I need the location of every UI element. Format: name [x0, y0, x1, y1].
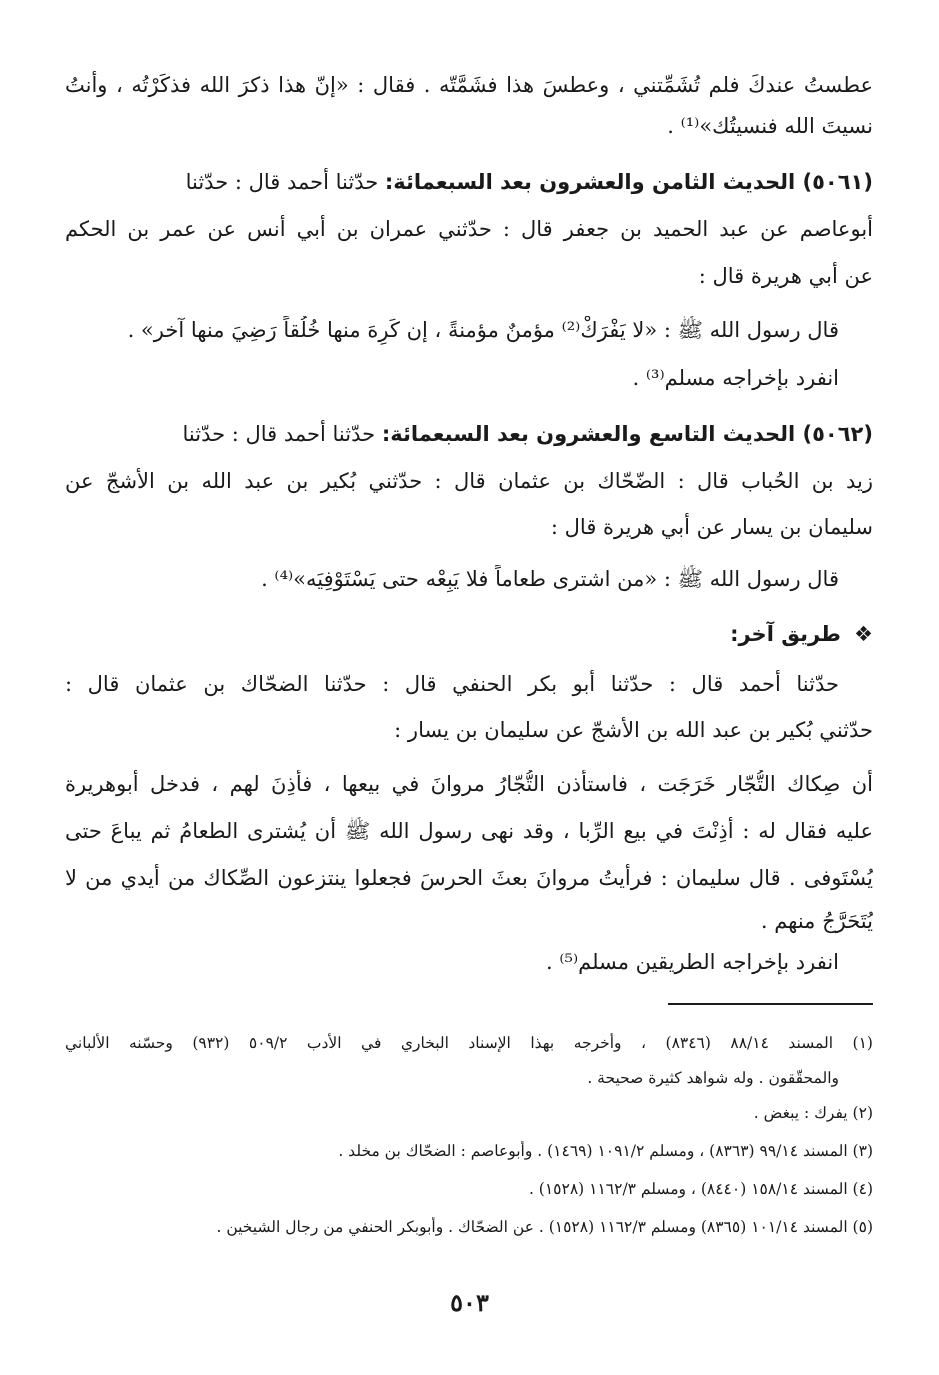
another-path-title-text: طريق آخر: [730, 622, 841, 646]
footnote-2: (٢) يفرك : يبغض . [753, 1104, 873, 1122]
story-line: يُسْتَوفى . قال سليمان : فرأيتُ مروانَ بعثَ الحرسَ فجعلوا ينتزعون الصِّكاك من أيدي من لا [65, 866, 873, 890]
another-path-chain-end: حدّثني بُكير بن عبد الله بن الأشجّ عن سليمان بن يسار : [394, 718, 873, 742]
footnote-divider [668, 1003, 873, 1005]
another-path-takhrij: انفرد بإخراجه الطريقين مسلم⁽⁵⁾ . [546, 950, 839, 974]
hadith-5062-chain-end: سليمان بن يسار عن أبي هريرة قال : [550, 515, 873, 539]
hadith-5061-heading: (٥٠٦١) الحديث الثامن والعشرون بعد السبعمائة: [384, 170, 873, 194]
page-number: ٥٠٣ [450, 1288, 489, 1317]
hadith-5061-chain-end: عن أبي هريرة قال : [698, 264, 873, 288]
hadith-5061-chain: أبوعاصم عن عبد الحميد بن جعفر قال : حدّثني عمران بن أبي أنس عن عمر بن الحكم [65, 217, 873, 241]
footnote-5: (٥) المسند ١٠١/١٤ (٨٣٦٥) ومسلم ١١٦٢/٣ (١٥٢٨) . عن الضحّاك . وأبوبكر الحنفي من رجال الشيخين . [216, 1218, 873, 1236]
hadith-5061-takhrij: انفرد بإخراجه مسلم⁽³⁾ . [632, 366, 839, 390]
hadith-5062-matn: قال رسول الله ﷺ : «من اشترى طعاماً فلا يَبِعْه حتى يَسْتَوْفِيَه»⁽⁴⁾ . [261, 567, 839, 591]
body-line: نسيتَ الله فنسيتُك»⁽¹⁾ . [667, 114, 873, 138]
another-path-chain: حدّثنا أحمد قال : حدّثنا أبو بكر الحنفي قال : حدّثنا الضحّاك بن عثمان قال : [65, 672, 839, 696]
hadith-5062-chain: زيد بن الحُباب قال : الضّحّاك بن عثمان قال : حدّثني بُكير بن عبد الله بن الأشجّ عن [65, 469, 873, 493]
story-line: يُتَحَرَّجُ منهم . [760, 909, 873, 933]
hadith-5061-chain-start: حدّثنا أحمد قال : حدّثنا [185, 170, 379, 194]
footnote-3: (٣) المسند ٩٩/١٤ (٨٣٦٣) ، ومسلم ١٠٩١/٢ (١٤٦٩) . وأبوعاصم : الضحّاك بن مخلد . [338, 1142, 873, 1160]
hadith-5062-chain-start: حدّثنا أحمد قال : حدّثنا [182, 422, 376, 446]
hadith-5062-heading: (٥٠٦٢) الحديث التاسع والعشرون بعد السبعمائة: [381, 422, 873, 446]
diamond-bullet-icon: ❖ [854, 622, 873, 646]
story-line: أن صِكاك التُّجّار خَرَجَت ، فاستأذن التُّجّارُ مروانَ في بيعها ، فأذِنَ لهم ، فدخل أبوهريرة [65, 772, 873, 796]
another-path-title [65, 620, 873, 649]
hadith-5062-first-line [65, 420, 873, 449]
body-line: عطستُ عندكَ فلم تُشَمِّتني ، وعطسَ هذا فشَمَّتّه . فقال : «إنّ هذا ذكرَ الله فذكَرْتُه ، وأنتُ [65, 73, 873, 97]
hadith-5061-matn: قال رسول الله ﷺ : «لا يَفْرَكْ⁽²⁾ مؤمنٌ مؤمنةً ، إن كَرِهَ منها خُلُقاً رَضِيَ منها آخر» . [127, 318, 839, 342]
story-line: عليه فقال له : أَذِنْتَ في بيع الرِّبا ، وقد نهى رسول الله ﷺ أن يُشترى الطعامُ ثم يباعَ حتى [65, 819, 873, 843]
footnote-1-continued: والمحقّقون . وله شواهد كثيرة صحيحة . [587, 1069, 839, 1087]
footnote-1: (١) المسند ٨٨/١٤ (٨٣٤٦) ، وأخرجه بهذا الإسناد البخاري في الأدب ٥٠٩/٢ (٩٣٢) وحسّنه الألباني [65, 1034, 873, 1052]
footnote-4: (٤) المسند ١٥٨/١٤ (٨٤٤٠) ، ومسلم ١١٦٢/٣ (١٥٢٨) . [528, 1180, 873, 1198]
hadith-5061-first-line [65, 168, 873, 197]
